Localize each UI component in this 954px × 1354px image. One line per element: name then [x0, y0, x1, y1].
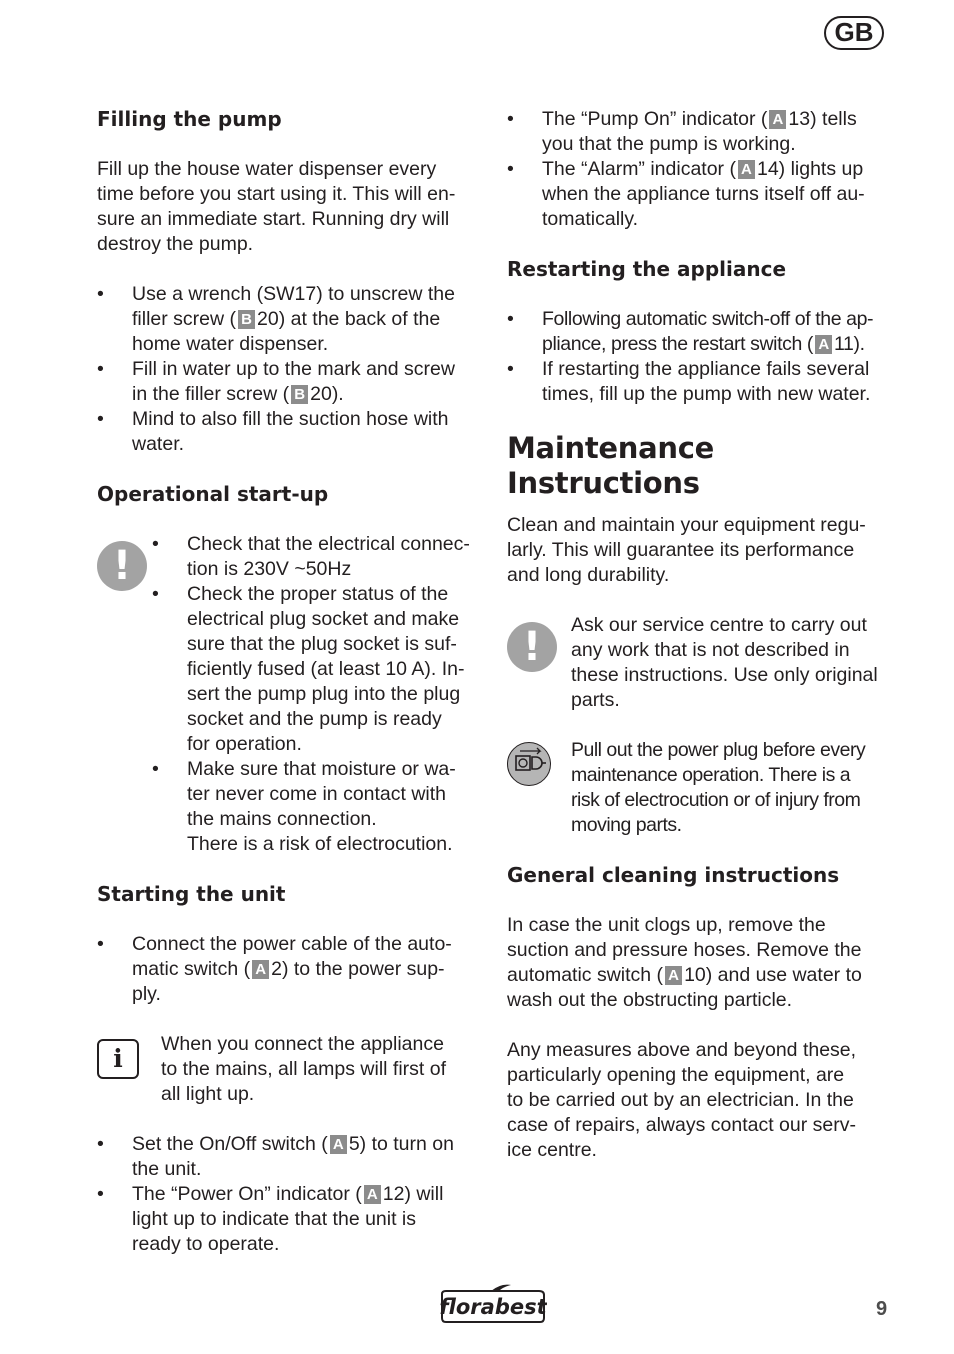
text-line: Mind to also fill the suction hose with — [132, 408, 449, 430]
figure-ref-badge: A — [330, 1135, 347, 1154]
figure-ref-badge: A — [665, 966, 682, 985]
bullet: • — [97, 933, 104, 955]
text-line: socket and the pump is ready — [187, 708, 442, 730]
section-title-cleaning: General cleaning instructions — [507, 863, 840, 887]
bullet: • — [97, 408, 104, 430]
text-line: parts. — [571, 689, 620, 711]
starting-list-2 — [97, 1132, 482, 1257]
text-line: sure an immediate start. Running dry will — [97, 208, 450, 230]
text-line: to be carried out by an electrician. In the — [507, 1089, 854, 1111]
text-line: ter never come in contact with — [187, 783, 447, 805]
bullet: • — [152, 533, 159, 555]
text-line: larly. This will guarantee its performance — [507, 539, 855, 561]
startup-warning-note — [97, 532, 482, 857]
text-line: to the mains, all lamps will first of — [161, 1058, 447, 1080]
florabest-logo — [439, 1282, 547, 1324]
bullet: • — [507, 108, 514, 130]
bullet: • — [507, 308, 514, 330]
figure-ref-badge: A — [769, 110, 786, 129]
text-line: when the appliance turns itself off au- — [542, 183, 865, 205]
text-line: you that the pump is working. — [542, 133, 796, 155]
bullet: • — [97, 358, 104, 380]
startup-list — [152, 532, 482, 857]
text-line: Check that the electrical connec- — [187, 533, 470, 555]
text-line: The “Pump On” indicator ( A 13) tells — [542, 108, 857, 130]
text-line: Set the On/Off switch ( A 5) to turn on — [132, 1133, 454, 1155]
maintenance-title — [507, 431, 892, 501]
text-line: sert the pump plug into the plug — [187, 683, 461, 705]
figure-ref-badge: A — [364, 1185, 381, 1204]
figure-ref-badge: A — [815, 335, 832, 354]
text-line: for operation. — [187, 733, 302, 755]
indicator-list — [507, 107, 892, 232]
text-line: any work that is not described in — [571, 639, 850, 661]
text-line: moving parts. — [571, 814, 682, 836]
text-line: In case the unit clogs up, remove the — [507, 914, 826, 936]
text-line: risk of electrocution or of injury from — [571, 789, 861, 811]
maintenance-paragraph — [507, 513, 892, 588]
title-line: Maintenance — [507, 431, 714, 465]
filling-steps-list — [97, 282, 482, 457]
country-badge: GB — [824, 16, 884, 50]
section-title-restart: Restarting the appliance — [507, 257, 787, 281]
power-plug-note — [507, 738, 892, 838]
list-item — [507, 307, 892, 357]
text-line: ready to operate. — [132, 1233, 280, 1255]
figure-ref-badge: B — [238, 310, 255, 329]
text-line: wash out the obstructing particle. — [507, 989, 793, 1011]
text-line: automatic switch ( A 10) and use water to — [507, 964, 862, 986]
text-line: times, fill up the pump with new water. — [542, 383, 871, 405]
text-line: light up to indicate that the unit is — [132, 1208, 417, 1230]
text-line: Following automatic switch-off of the ap- — [542, 308, 874, 330]
list-item — [97, 1132, 482, 1182]
list-item — [152, 532, 482, 582]
service-warning-note — [507, 613, 892, 713]
bullet: • — [97, 1133, 104, 1155]
text-line: The “Alarm” indicator ( A 14) lights up — [542, 158, 864, 180]
list-item — [152, 582, 482, 757]
text-line: Connect the power cable of the auto- — [132, 933, 452, 955]
text-line: the unit. — [132, 1158, 202, 1180]
text-line: time before you start using it. This will en- — [97, 183, 456, 205]
exclamation-icon: ! — [97, 541, 147, 591]
bullet: • — [152, 758, 159, 780]
text-line: ply. — [132, 983, 161, 1005]
restart-list — [507, 307, 892, 407]
bullet: • — [97, 283, 104, 305]
text-line: Any measures above and beyond these, — [507, 1039, 857, 1061]
text-line: case of repairs, always contact our serv- — [507, 1114, 856, 1136]
text-line: sure that the plug socket is suf- — [187, 633, 457, 655]
text-line: these instructions. Use only original — [571, 664, 878, 686]
list-item — [97, 1182, 482, 1257]
text-line: destroy the pump. — [97, 233, 254, 255]
figure-ref-badge: A — [738, 160, 755, 179]
list-item — [97, 282, 482, 357]
info-icon: i — [97, 1039, 139, 1079]
figure-ref-badge: B — [291, 385, 308, 404]
power-plug-icon — [507, 742, 551, 786]
text-line: Use a wrench (SW17) to unscrew the — [132, 283, 455, 305]
starting-list-1 — [97, 932, 482, 1007]
text-line: ice centre. — [507, 1139, 597, 1161]
bullet: • — [97, 1183, 104, 1205]
text-line: Pull out the power plug before every — [571, 739, 866, 761]
text-line: tomatically. — [542, 208, 639, 230]
text-line: There is a risk of electrocution. — [187, 833, 453, 855]
text-line: Fill in water up to the mark and screw — [132, 358, 455, 380]
text-line: Ask our service centre to carry out — [571, 614, 867, 636]
cleaning-paragraph-2 — [507, 1038, 892, 1163]
list-item — [97, 357, 482, 407]
list-item — [507, 107, 892, 157]
filling-paragraph — [97, 157, 482, 257]
text-line: Check the proper status of the — [187, 583, 449, 605]
text-line: When you connect the appliance — [161, 1033, 444, 1055]
text-line: all light up. — [161, 1083, 255, 1105]
bullet: • — [507, 158, 514, 180]
text-line: ficiently fused (at least 10 A). In- — [187, 658, 465, 680]
list-item — [97, 932, 482, 1007]
cleaning-paragraph-1 — [507, 913, 892, 1013]
text-line: home water dispenser. — [132, 333, 329, 355]
text-line: tion is 230V ~50Hz — [187, 558, 352, 580]
info-note — [97, 1032, 482, 1107]
text-line: If restarting the appliance fails several — [542, 358, 870, 380]
text-line: maintenance operation. There is a — [571, 764, 851, 786]
exclamation-icon: ! — [507, 622, 557, 672]
page-number: 9 — [876, 1298, 888, 1320]
text-line: matic switch ( A 2) to the power sup- — [132, 958, 445, 980]
text-line: suction and pressure hoses. Remove the — [507, 939, 862, 961]
right-column — [507, 107, 892, 1163]
text-line: water. — [132, 433, 185, 455]
text-line: in the filler screw ( B 20). — [132, 383, 344, 405]
text-line: Clean and maintain your equipment regu- — [507, 514, 866, 536]
text-line: filler screw ( B 20) at the back of the — [132, 308, 441, 330]
brand-name: florabest — [439, 1295, 547, 1319]
figure-ref-badge: A — [252, 960, 269, 979]
section-title-starting: Starting the unit — [97, 882, 286, 906]
text-line: and long durability. — [507, 564, 670, 586]
text-line: The “Power On” indicator ( A 12) will — [132, 1183, 444, 1205]
title-line: Instructions — [507, 466, 700, 500]
list-item — [152, 757, 482, 857]
text-line: Fill up the house water dispenser every — [97, 158, 437, 180]
list-item — [97, 407, 482, 457]
text-line: pliance, press the restart switch ( A 11). — [542, 333, 865, 355]
list-item — [507, 357, 892, 407]
text-line: particularly opening the equipment, are — [507, 1064, 845, 1086]
list-item — [507, 157, 892, 232]
bullet: • — [152, 583, 159, 605]
section-title-startup: Operational start-up — [97, 482, 329, 506]
left-column — [97, 107, 482, 1257]
bullet: • — [507, 358, 514, 380]
section-title-filling: Filling the pump — [97, 107, 282, 131]
text-line: Make sure that moisture or wa- — [187, 758, 456, 780]
text-line: the mains connection. — [187, 808, 377, 830]
text-line: electrical plug socket and make — [187, 608, 460, 630]
